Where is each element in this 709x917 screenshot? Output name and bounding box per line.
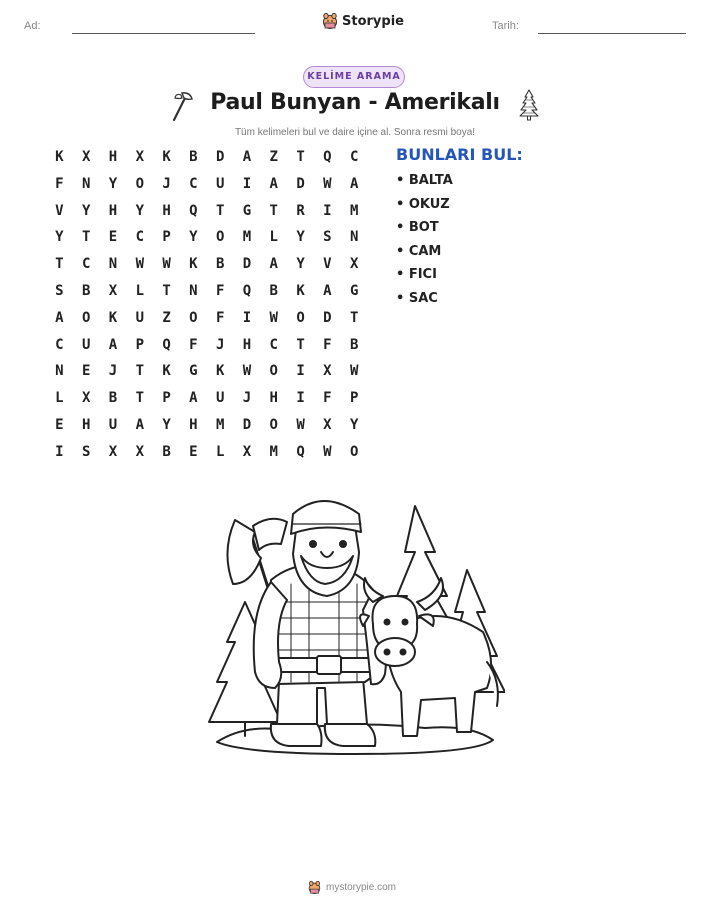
grid-letter[interactable]: I [55,443,64,460]
grid-row [46,283,368,310]
grid-letter[interactable]: E [81,363,91,380]
grid-letter[interactable]: H [189,416,198,433]
grid-letter[interactable]: D [242,416,252,433]
grid-letter[interactable]: X [81,390,91,407]
grid-letter[interactable]: A [349,175,359,192]
instructions: Tüm kelimeleri bul ve daire içine al. Sonra resmi boya! [234,127,476,138]
grid-letter[interactable]: W [162,256,171,273]
grid-letter[interactable]: K [215,363,225,380]
grid-letter[interactable]: J [242,390,252,407]
storypie-logo [322,12,404,30]
grid-row [46,417,368,444]
grid-letter[interactable]: M [349,202,359,219]
grid-letter[interactable]: D [296,175,305,192]
date-field-line[interactable] [538,33,686,34]
grid-letter[interactable]: A [135,416,144,433]
grid-letter[interactable]: F [323,390,332,407]
grid-letter[interactable]: Y [108,175,118,192]
grid-letter[interactable]: U [81,336,91,353]
grid-letter[interactable]: X [135,443,144,460]
grid-letter[interactable]: I [242,309,252,326]
grid-letter[interactable]: P [349,390,359,407]
grid-letter[interactable]: P [162,390,171,407]
grid-letter[interactable]: W [349,363,359,380]
grid-letter[interactable]: S [323,229,332,246]
grid-row [46,337,368,364]
grid-letter[interactable]: S [81,443,91,460]
page-title: Paul Bunyan - Amerikalı [210,90,500,115]
word-item: • BALTA [396,173,453,188]
grid-letter[interactable]: O [349,443,359,460]
grid-letter[interactable]: Y [162,416,171,433]
grid-letter[interactable]: T [135,390,144,407]
grid-letter[interactable]: O [269,363,278,380]
grid-letter[interactable]: N [55,363,64,380]
grid-letter[interactable]: Q [242,282,252,299]
grid-letter[interactable]: H [81,416,91,433]
grid-letter[interactable]: N [349,229,359,246]
grid-letter[interactable]: U [135,309,144,326]
grid-letter[interactable]: A [269,175,278,192]
grid-letter[interactable]: L [55,390,64,407]
grid-letter[interactable]: E [189,443,198,460]
grid-letter[interactable]: V [323,256,332,273]
grid-letter[interactable]: W [135,256,144,273]
grid-letter[interactable]: D [323,309,332,326]
word-list [396,145,523,314]
grid-letter[interactable]: O [135,175,144,192]
name-field-line[interactable] [72,33,255,34]
grid-letter[interactable]: O [269,416,278,433]
grid-letter[interactable]: H [108,149,118,165]
grid-letter[interactable]: I [323,202,332,219]
grid-letter[interactable]: W [323,175,332,192]
grid-letter[interactable]: J [108,363,118,380]
grid-letter[interactable]: K [162,149,171,165]
grid-letter[interactable]: O [81,309,91,326]
grid-letter[interactable]: C [269,336,278,353]
grid-letter[interactable]: L [215,443,225,460]
puzzle-type-badge: KELİME ARAMA [303,66,405,88]
grid-letter[interactable]: U [215,175,225,192]
grid-letter[interactable]: T [296,336,305,353]
grid-letter[interactable]: M [269,443,278,460]
grid-row [46,229,368,256]
grid-letter[interactable]: E [55,416,64,433]
grid-row [46,444,368,471]
grid-letter[interactable]: T [349,309,359,326]
grid-letter[interactable]: Y [81,202,91,219]
grid-letter[interactable]: B [81,282,91,299]
grid-row [46,310,368,337]
grid-letter[interactable]: F [323,336,332,353]
grid-letter[interactable]: N [81,175,91,192]
grid-letter[interactable]: H [242,336,252,353]
grid-row [46,149,368,176]
grid-letter[interactable]: H [108,202,118,219]
grid-letter[interactable]: T [81,229,91,246]
axe-icon [168,90,194,122]
grid-letter[interactable]: H [269,390,278,407]
grid-letter[interactable]: B [349,336,359,353]
grid-row [46,176,368,203]
grid-letter[interactable]: Z [162,309,171,326]
pine-tree-icon [518,89,540,121]
grid-letter[interactable]: A [189,390,198,407]
grid-letter[interactable]: I [296,363,305,380]
word-item: • FICI [396,267,437,282]
grid-letter[interactable]: K [189,256,198,273]
word-item: • CAM [396,243,442,259]
grid-letter[interactable]: V [55,202,64,219]
grid-letter[interactable]: Y [55,229,64,246]
grid-letter[interactable]: M [215,416,225,433]
grid-letter[interactable]: X [108,443,118,460]
grid-letter[interactable]: F [215,282,225,299]
grid-letter[interactable]: Y [296,256,305,273]
grid-letter[interactable]: K [55,149,64,165]
grid-letter[interactable]: C [135,229,144,246]
grid-letter[interactable]: X [323,363,332,380]
grid-letter[interactable]: F [189,336,198,353]
grid-row [46,203,368,230]
grid-letter[interactable]: T [296,149,305,165]
grid-letter[interactable]: U [215,390,225,407]
grid-letter[interactable]: X [135,149,144,165]
grid-letter[interactable]: T [269,202,278,219]
grid-letter[interactable]: J [162,175,171,192]
grid-letter[interactable]: Y [135,202,144,219]
grid-letter[interactable]: T [215,202,225,219]
grid-letter[interactable]: P [162,229,171,246]
grid-letter[interactable]: O [215,229,225,246]
brand-name: Storypie [342,13,404,29]
footer-url[interactable]: mystorypie.com [326,882,397,893]
grid-letter[interactable]: Y [296,229,305,246]
grid-letter[interactable]: N [108,256,118,273]
grid-letter[interactable]: R [296,202,305,219]
footer [308,880,396,895]
grid-letter[interactable]: T [162,282,171,299]
grid-row [46,256,368,283]
grid-letter[interactable]: B [108,390,118,407]
grid-letter[interactable]: C [349,149,359,165]
storypie-mascot-icon [308,880,321,895]
grid-letter[interactable]: K [162,363,171,380]
grid-letter[interactable]: Y [349,416,359,433]
grid-letter[interactable]: Q [162,336,171,353]
grid-letter[interactable]: T [55,256,64,273]
grid-letter[interactable]: X [242,443,252,460]
grid-letter[interactable]: E [108,229,118,246]
grid-letter[interactable]: I [296,390,305,407]
grid-letter[interactable]: H [162,202,171,219]
grid-letter[interactable]: K [108,309,118,326]
grid-letter[interactable]: W [296,416,305,433]
grid-letter[interactable]: B [215,256,225,273]
grid-letter[interactable]: X [81,149,91,165]
date-label: Tarih: [492,20,519,32]
word-search-grid[interactable] [46,149,368,471]
grid-letter[interactable]: J [215,336,225,353]
grid-letter[interactable]: O [189,309,198,326]
grid-letter[interactable]: C [55,336,64,353]
grid-letter[interactable]: Q [296,443,305,460]
grid-row [46,363,368,390]
grid-letter[interactable]: D [242,256,252,273]
grid-letter[interactable]: U [108,416,118,433]
grid-letter[interactable]: W [323,443,332,460]
grid-letter[interactable]: Q [189,202,198,219]
grid-letter[interactable]: G [189,363,198,380]
grid-letter[interactable]: B [189,149,198,165]
grid-letter[interactable]: S [55,282,64,299]
grid-letter[interactable]: X [349,256,359,273]
paul-bunyan-coloring-illustration[interactable] [205,492,505,772]
grid-letter[interactable]: D [215,149,225,165]
grid-letter[interactable]: O [296,309,305,326]
grid-letter[interactable]: N [189,282,198,299]
grid-letter[interactable]: W [269,309,278,326]
grid-letter[interactable]: X [108,282,118,299]
grid-letter[interactable]: A [242,149,252,165]
grid-letter[interactable]: G [242,202,252,219]
grid-letter[interactable]: M [242,229,252,246]
grid-letter[interactable]: A [323,282,332,299]
grid-letter[interactable]: T [135,363,144,380]
grid-letter[interactable]: I [242,175,252,192]
word-list-heading: BUNLARI BUL: [396,145,523,164]
grid-letter[interactable]: L [269,229,278,246]
grid-letter[interactable]: P [135,336,144,353]
storypie-mascot-icon [322,12,338,30]
grid-row [46,390,368,417]
grid-letter[interactable]: Y [189,229,198,246]
word-item: • SAC [396,290,438,306]
grid-letter[interactable]: G [349,282,359,299]
grid-letter[interactable]: A [269,256,278,273]
word-item: • BOT [396,220,439,235]
grid-letter[interactable]: C [189,175,198,192]
grid-letter[interactable]: X [323,416,332,433]
name-label: Ad: [24,20,41,32]
word-item: • OKUZ [396,196,450,212]
grid-letter[interactable]: Z [269,149,278,165]
grid-letter[interactable]: B [162,443,171,460]
grid-letter[interactable]: W [242,363,252,380]
grid-letter[interactable]: K [296,282,305,299]
grid-letter[interactable]: A [108,336,118,353]
grid-letter[interactable]: F [55,175,64,192]
grid-letter[interactable]: C [81,256,91,273]
grid-letter[interactable]: L [135,282,144,299]
grid-letter[interactable]: Q [323,149,332,165]
grid-letter[interactable]: A [55,309,64,326]
grid-letter[interactable]: B [269,282,278,299]
grid-letter[interactable]: F [215,309,225,326]
